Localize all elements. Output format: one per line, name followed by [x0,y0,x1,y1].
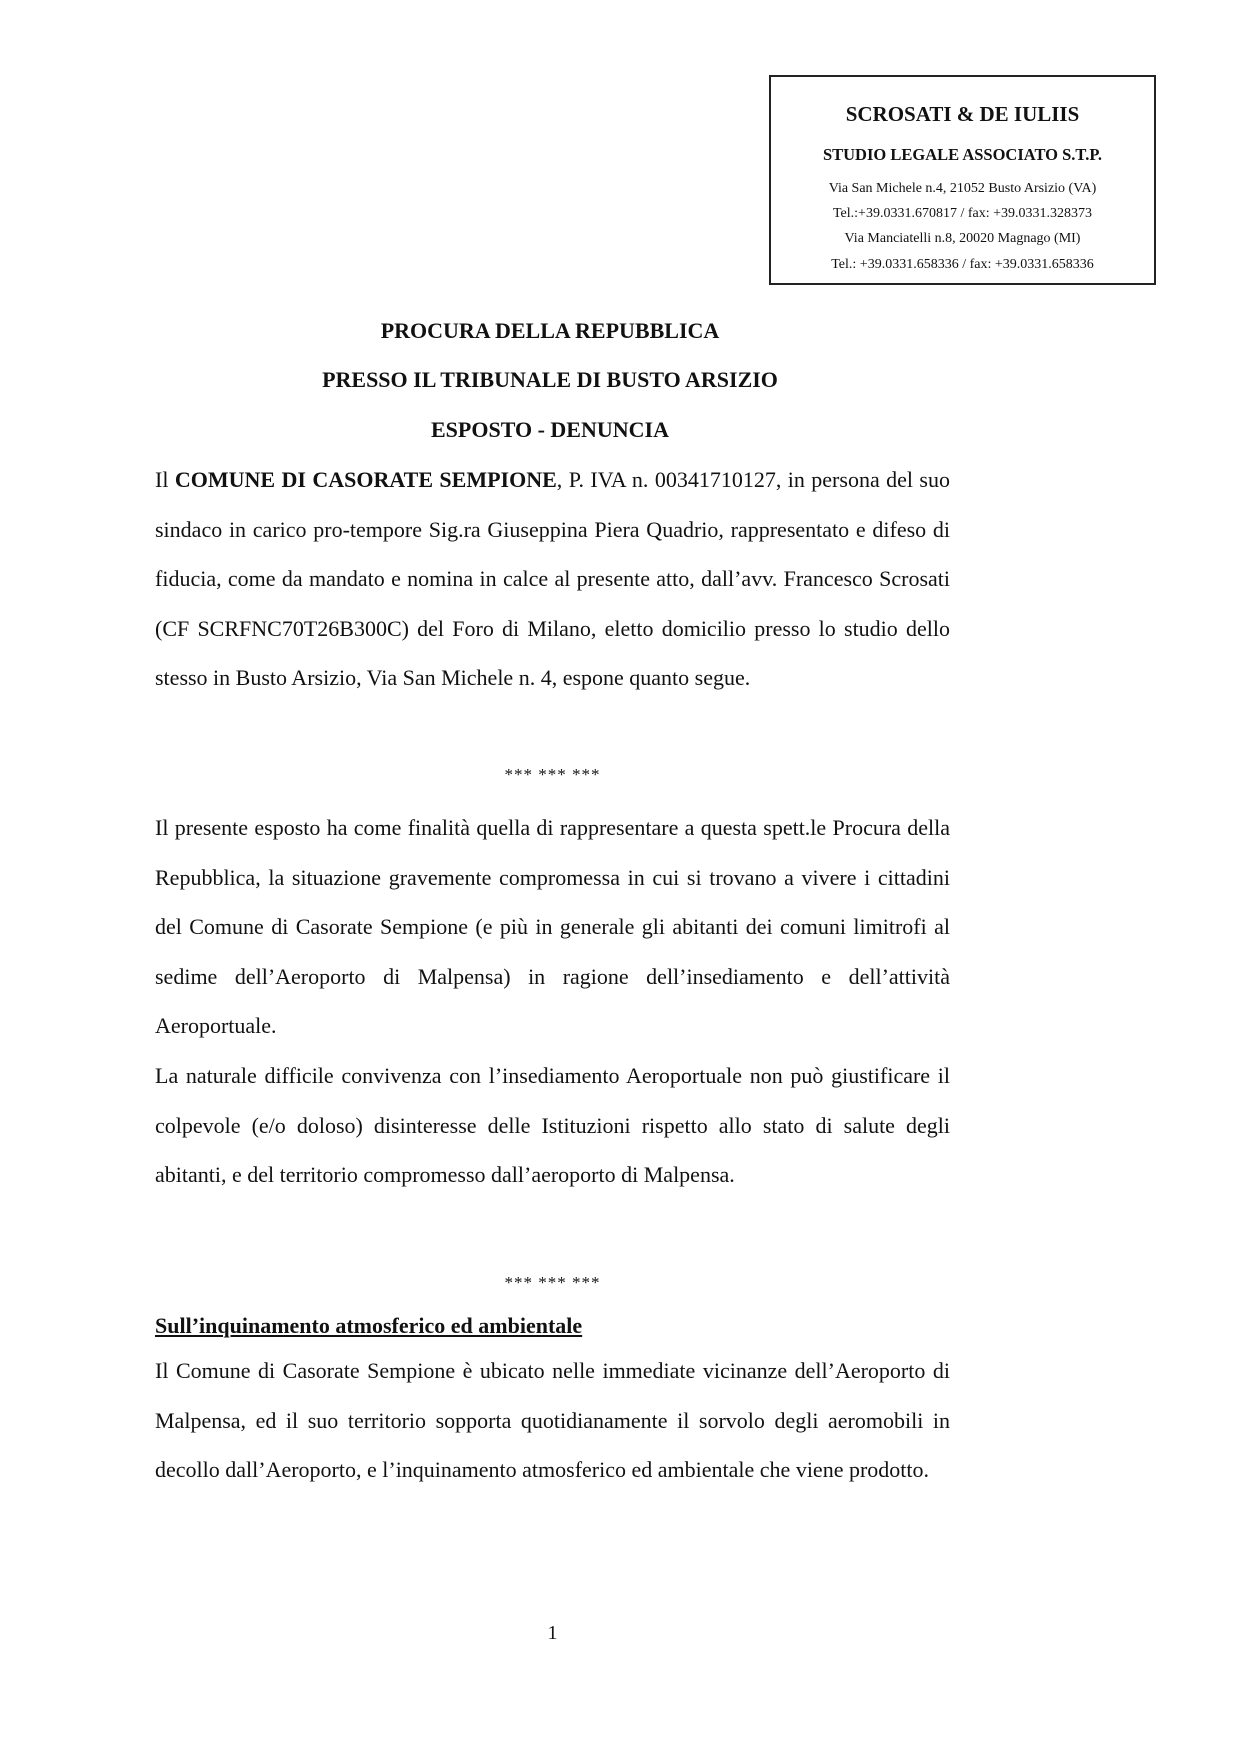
title-esposto: ESPOSTO - DENUNCIA [431,417,669,442]
section-paragraph: Il Comune di Casorate Sempione è ubicato nelle immediate vicinanze dell’Aeroporto di Malpensa, ed il suo territorio sopporta quotidianamente il sorvolo degli aeromobili in decollo dall’Aeroporto, e l’inquinamento atmosferico ed ambientale che viene prodotto. [155,1358,950,1482]
title-procura: PROCURA DELLA REPUBBLICA [380,318,720,343]
intro-text: , P. IVA n. 00341710127, in persona del suo sindaco in carico pro-tempore Sig.ra Giuseppina Piera Quadrio, rappresentato e difeso di fiducia, come da mandato e nomina in calce al presente atto, dall’avv. Francesco Scrosati (CF SCRFNC70T26B300C) del Foro di Milano, eletto domicilio presso lo studio dello stesso in Busto Arsizio, Via San Michele n. 4, espone quanto segue. [155,467,950,690]
letterhead-box [769,75,1156,285]
intro-paragraph [155,455,950,703]
section-heading: Sull’inquinamento atmosferico ed ambientale [155,1313,583,1338]
firm-name: SCROSATI & DE IULIIS [845,102,1080,126]
separator-1: *** *** *** [504,765,601,784]
firm-contacts-2: Tel.: +39.0331.658336 / fax: +39.0331.658336 [831,257,1094,272]
firm-contacts-1: Tel.:+39.0331.670817 / fax: +39.0331.328373 [832,206,1092,221]
firm-address-2: Via Manciatelli n.8, 20020 Magnago (MI) [844,231,1081,246]
body-paragraph-2: La naturale difficile convivenza con l’insediamento Aeroportuale non può giustificare il colpevole (e/o doloso) disinteresse delle Istituzioni rispetto allo stato di salute degli abitanti, e del territorio compromesso dall’aeroporto di Malpensa. [155,1063,950,1187]
title-tribunale: PRESSO IL TRIBUNALE DI BUSTO ARSIZIO [322,367,778,392]
separator-2: *** *** *** [504,1273,601,1292]
body-paragraph-1: Il presente esposto ha come finalità quella di rappresentare a questa spett.le Procura della Repubblica, la situazione gravemente compromessa in cui si trovano a vivere i cittadini del Comune di Casorate Sempione (e più in generale gli abitanti dei comuni limitrofi al sedime dell’Aeroporto di Malpensa) in ragione dell’insediamento e dell’attività Aeroportuale. [155,815,950,1038]
intro-prefix: Il [155,467,175,492]
page-number: 1 [547,1622,558,1644]
firm-address-1: Via San Michele n.4, 21052 Busto Arsizio (VA) [828,181,1097,196]
firm-subtitle: STUDIO LEGALE ASSOCIATO S.T.P. [822,145,1103,164]
intro-entity: COMUNE DI CASORATE SEMPIONE [174,467,557,492]
